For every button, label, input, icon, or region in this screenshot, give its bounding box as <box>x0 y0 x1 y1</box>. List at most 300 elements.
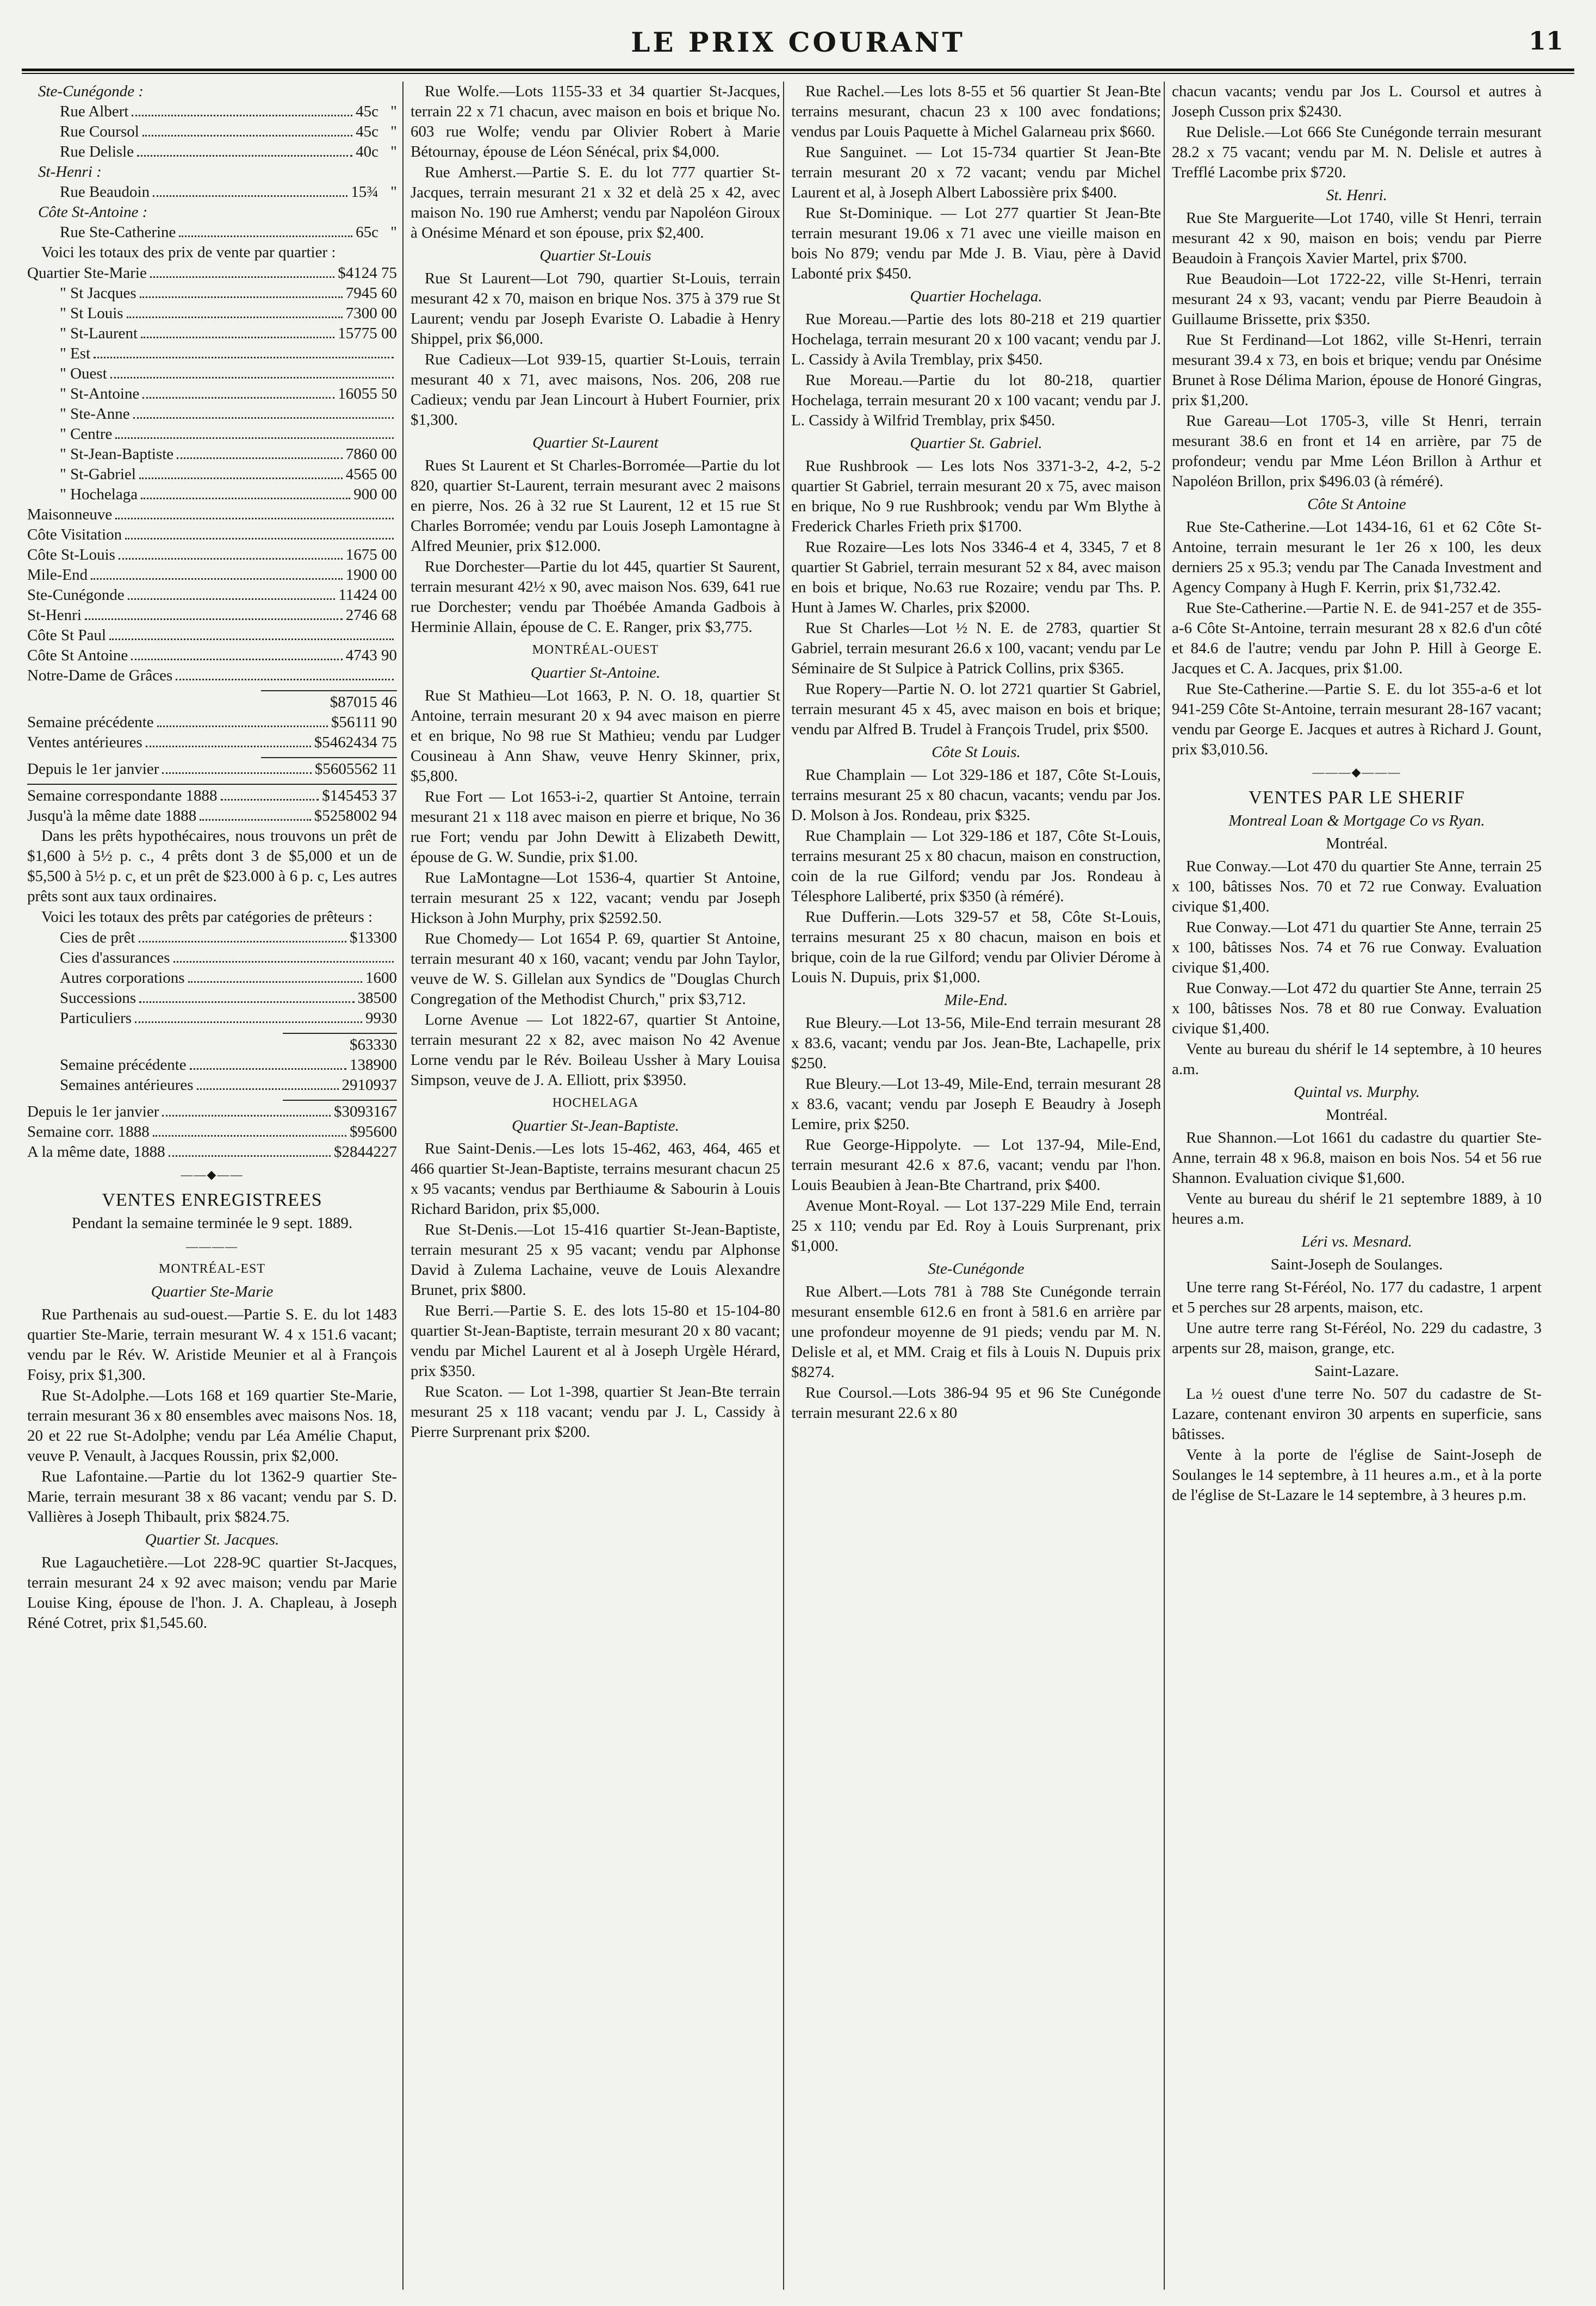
table-row <box>27 625 397 646</box>
table-row <box>27 464 397 485</box>
ornament-rule: ———— <box>186 1239 238 1253</box>
entry-paragraph: Rue Conway.—Lot 472 du quartier Ste Anne, terrain 25 x 100, bâtisses Nos. 78 et 80 rue Conway. Evaluation civique $1,400. <box>1172 980 1542 1037</box>
table-row <box>27 283 397 303</box>
sum-rule <box>27 784 397 785</box>
entries <box>1172 1128 1542 1229</box>
entries <box>411 686 780 1090</box>
row-value: 9930 <box>365 1009 397 1027</box>
entry-paragraph: Rues St Laurent et St Charles-Borromée—Partie du lot 820, quartier St-Laurent, terrain mesurant avec 2 maisons en pierre, Nos. 26 à 32 rue St Laurent, 12 et 15 rue St Charles Borromée; vendu par Louis Joseph Lamontagne à Alfred Meunier, prix $12.000. <box>411 457 780 555</box>
column-2 <box>411 82 780 2290</box>
leader-dots <box>115 437 394 439</box>
entry-paragraph: Rue Delisle.—Lot 666 Ste Cunégonde terrain mesurant 28.2 x 75 vacant; vendu par M. N. Delisle et autres à Trefflé Lacombe prix $720. <box>1172 123 1542 181</box>
row-value: 1900 00 <box>345 566 397 584</box>
totals-sum-row <box>27 692 397 712</box>
row-label: Rue Ste-Catherine <box>60 224 176 241</box>
row-value: $3093167 <box>334 1103 397 1120</box>
entry-paragraph: Rue St Laurent—Lot 790, quartier St-Louis, terrain mesurant 42 x 70, maison en brique Nos. 375 à 379 rue St Laurent; vendu par Joseph Evariste O. Labadie à Henry Shippel, prix $6,000. <box>411 270 780 348</box>
entry-paragraph: Rue Parthenais au sud-ouest.—Partie S. E. du lot 1483 quartier Ste-Marie, terrain mesurant W. 4 x 151.6 vacant; vendu par le Rév. W. Aristide Meunier et al à François Foisy, prix $1,300. <box>27 1306 397 1384</box>
row-label: Côte St Antoine <box>27 647 128 664</box>
page-number: 11 <box>1528 26 1563 55</box>
row-label: Cies d'assurances <box>60 949 170 966</box>
district-heading: HOCHELAGA <box>552 1096 639 1110</box>
quartier-heading: Quartier St-Laurent <box>532 434 659 451</box>
entry-paragraph: Rue Ste-Catherine.—Partie S. E. du lot 355-a-6 et lot 941-259 Côte St-Antoine, terrain mesurant 28-167 vacant; vendu par George E. Jacques et autres à Richard J. Gount, prix $3,010.56. <box>1172 680 1542 758</box>
entries <box>1172 82 1542 183</box>
case-heading: Quintal vs. Murphy. <box>1294 1083 1420 1101</box>
entry-paragraph: Rue Conway.—Lot 470 du quartier Ste Anne, terrain 25 x 100, bâtisses Nos. 70 et 72 rue Conway. Evaluation civique $1,400. <box>1172 858 1542 915</box>
entry-paragraph: Rue Fort — Lot 1653-i-2, quartier St Antoine, terrain mesurant 21 x 118 avec maison en pierre et brique, No 36 rue Fort; vendu par John Dewitt à Elizabeth Dewitt, épouse de G. W. Sundie, prix $1.00. <box>411 788 780 866</box>
leader-dots <box>110 377 394 379</box>
row-value: 7860 00 <box>345 445 397 463</box>
leader-dots <box>157 726 328 727</box>
table-row <box>27 968 397 988</box>
table-row <box>27 384 397 404</box>
leader-dots <box>91 578 343 580</box>
loans-table <box>27 928 397 1028</box>
table-row <box>27 424 397 444</box>
entry-paragraph: Rue Chomedy— Lot 1654 P. 69, quartier St Antoine, terrain mesurant 40 x 160, vacant; vendu par John Taylor, veuve de W. S. Gillelan aux Syndics de "Douglas Church Congregation of the Methodist Church," prix $3,712. <box>411 930 780 1008</box>
entry-paragraph: Rue LaMontagne—Lot 1536-4, quartier St Antoine, terrain mesurant 25 x 122, vacant; vendu par Joseph Hickson à John Murphy, prix $2592.50. <box>411 869 780 927</box>
row-label: " St Jacques <box>60 284 136 302</box>
entry-paragraph: Rue Rushbrook — Les lots Nos 3371-3-2, 4-2, 5-2 quartier St Gabriel, terrain mesurant 20 x 75, avec maison en brique, No 9 rue Rushbrook; vendu par Wm Blythe à Frederick Charles Frieth prix $1700. <box>791 457 1161 535</box>
entries <box>791 1013 1161 1256</box>
entries <box>411 456 780 637</box>
row-value: 4565 00 <box>345 466 397 483</box>
row-value: 7945 60 <box>345 284 397 302</box>
row-value: 40c <box>356 143 378 160</box>
masthead-rule <box>22 69 1574 71</box>
place-heading: Montréal. <box>1326 1106 1388 1124</box>
entries <box>411 1139 780 1442</box>
leader-dots <box>139 941 346 943</box>
entry-paragraph: Rue Rozaire—Les lots Nos 3346-4 et 4, 3345, 7 et 8 quartier St Gabriel, terrain mesurant 52 x 84, avec maison en bois et brique, No.63 rue Rozaire; vendu par Ths. P. Hunt à James W. Charles, prix $2000. <box>791 538 1161 616</box>
quartier-heading: Mile-End. <box>944 991 1008 1009</box>
loans-after <box>27 1055 397 1095</box>
leader-dots <box>128 598 336 600</box>
entries <box>1172 1384 1542 1505</box>
leader-dots <box>142 397 334 399</box>
table-row <box>27 1075 397 1095</box>
entry-paragraph: Rue Rachel.—Les lots 8-55 et 56 quartier St Jean-Bte terrains mesurant, chacun 23 x 100 avec fondations; vendus par Louis Paquette à Michel Galarneau prix $660. <box>791 83 1161 140</box>
row-label: Particuliers <box>60 1009 132 1027</box>
leader-dots <box>179 235 352 237</box>
row-value: 2746 68 <box>345 606 397 624</box>
ornament-rule: ——◆—— <box>181 1168 244 1181</box>
row-value: 38500 <box>357 989 397 1007</box>
table-row <box>27 806 397 826</box>
table-row <box>27 565 397 585</box>
loans-text: Dans les prêts hypothécaires, nous trouvons un prêt de $1,600 à 5½ p. c., 4 prêts dont 3 de $5,000 et un de $5,500 à 5½ p. c, et un prêt de $23.000 à 6 p. c, Les autres prêts sont aux taux ordinaires. <box>27 827 397 905</box>
row-value: $5258002 94 <box>314 807 397 825</box>
row-unit: " <box>390 183 397 201</box>
entry-paragraph: Rue St-Adolphe.—Lots 168 et 169 quartier Ste-Marie, terrain mesurant 36 x 80 ensembles avec maisons Nos. 18, 20 et 22 rue St-Adolphe; vendu par Léa Amélie Chaput, veuve P. Venault, à Jacques Roussin, prix $2,000. <box>27 1387 397 1465</box>
entry-paragraph: Rue Conway.—Lot 471 du quartier Ste Anne, terrain 25 x 100, bâtisses Nos. 74 et 76 rue Conway. Evaluation civique $1,400. <box>1172 919 1542 976</box>
entry-paragraph: Rue Beaudoin—Lot 1722-22, ville St-Henri, terrain mesurant 24 x 93, vacant; vendu par Pierre Beaudoin à Guillaume Brissette, prix $350. <box>1172 270 1542 328</box>
entry-paragraph: La ½ ouest d'une terre No. 507 du cadastre de St-Lazare, contenant environ 30 arpents en superficie, sans bâtisses. <box>1172 1385 1542 1443</box>
ventes-subtitle: Pendant la semaine terminée le 9 sept. 1889. <box>71 1214 353 1232</box>
row-unit: " <box>390 224 397 241</box>
ornament-rule: ———◆——— <box>1312 765 1401 779</box>
entry-paragraph: Rue St-Dominique. — Lot 277 quartier St Jean-Bte terrain mesurant 19.06 x 71 avec une vieille maison en bois No 879; vendu par Mde J. B. Viau, père à David Labonté prix $450. <box>791 204 1161 282</box>
entry-paragraph: Rue Moreau.—Partie du lot 80-218, quartier Hochelaga, terrain mesurant 20 x 100 vacant; vendu par J. L. Cassidy à Wilfrid Tremblay, prix $450. <box>791 371 1161 429</box>
entry-paragraph: Rue Lagauchetière.—Lot 228-9C quartier St-Jacques, terrain mesurant 24 x 92 avec maison; vendu par Marie Louise King, épouse de l'hon. J. A. Chapleau, à Joseph Réné Cotret, prix $1,545.60. <box>27 1554 397 1632</box>
district-heading: MONTRÉAL-OUEST <box>532 643 659 657</box>
leader-dots <box>140 296 343 298</box>
entries <box>791 82 1161 284</box>
column-1 <box>27 82 397 2290</box>
entry-paragraph: Avenue Mont-Royal. — Lot 137-229 Mile End, terrain 25 x 110; vendu par Ed. Roy à Louis Surprenant, prix $1,000. <box>791 1197 1161 1255</box>
sherif-title: VENTES PAR LE SHERIF <box>1249 788 1465 808</box>
sum-rule <box>261 690 397 691</box>
entry-paragraph: Rue St Mathieu—Lot 1663, P. N. O. 18, quartier St Antoine, terrain mesurant 20 x 94 avec maison en pierre et en brique, No 98 rue St Mathieu; vendu par Ludger Cousineau à Ann Shaw, veuve Henry Skinner, prix, $5,800. <box>411 687 780 785</box>
row-value: $95600 <box>350 1123 397 1140</box>
entries <box>791 309 1161 431</box>
entry-paragraph: Une terre rang St-Féréol, No. 177 du cadastre, 1 arpent et 5 perches sur 28 arpents, maison, etc. <box>1172 1279 1542 1316</box>
row-label: " St-Laurent <box>60 325 138 342</box>
entries <box>411 269 780 430</box>
table-row <box>27 102 397 122</box>
entry-paragraph: Rue Bleury.—Lot 13-56, Mile-End terrain mesurant 28 x 83.6, vacant; vendu par Jos. Jean-Bte, Lachapelle, prix $250. <box>791 1014 1161 1072</box>
row-value: 900 00 <box>353 486 397 503</box>
entry-paragraph: Vente au bureau du shérif le 14 septembre, à 10 heures a.m. <box>1172 1040 1542 1078</box>
entry-paragraph: Rue Ste-Catherine.—Lot 1434-16, 61 et 62 Côte St-Antoine, terrain mesurant le 1er 26 x 100, les deux derniers 25 x 95.3; vendu par The Canada Investment and Agency Company à Hugh F. Kerrin, prix $1,732.42. <box>1172 518 1542 596</box>
row-label: Semaine précédente <box>60 1056 187 1074</box>
entry-paragraph: Rue Berri.—Partie S. E. des lots 15-80 et 15-104-80 quartier St-Jean-Baptiste, terrain mesurant 20 x 80 vacant; vendu par Michel Laurent et al à Joseph Urgèle Hérard, prix $350. <box>411 1302 780 1380</box>
row-value: 65c <box>356 224 378 241</box>
totals-sum: $87015 46 <box>330 693 397 711</box>
row-value: $2844227 <box>334 1143 397 1161</box>
row-value: $13300 <box>350 929 397 946</box>
place-heading: Montréal. <box>1326 835 1388 852</box>
place-heading: Saint-Lazare. <box>1314 1362 1399 1380</box>
price-list <box>27 102 397 162</box>
leader-dots <box>141 337 334 338</box>
entry-paragraph: Rue Wolfe.—Lots 1155-33 et 34 quartier St-Jacques, terrain 22 x 71 chacun, avec maison en bois et brique No. 603 rue Wolfe; vendu par Olivier Robert à Marie Bétournay, épouse de Léon Sénécal, prix $4,000. <box>411 83 780 160</box>
leader-dots <box>146 746 311 747</box>
row-value: 7300 00 <box>345 305 397 322</box>
row-label: Rue Beaudoin <box>60 183 150 201</box>
entry-paragraph: Rue George-Hippolyte. — Lot 137-94, Mile-End, terrain mesurant 42.6 x 87.6, vacant; vendu par l'hon. Louis Beaubien à Jean-Bte Chartrand, prix $400. <box>791 1136 1161 1194</box>
sum-rule <box>283 1033 397 1034</box>
leader-dots <box>197 1088 339 1090</box>
row-label: A la même date, 1888 <box>27 1143 165 1161</box>
entry-paragraph: Rue Ste Marguerite—Lot 1740, ville St Henri, terrain mesurant 42 x 90, maison en bois; vendu par Pierre Beaudoin à François Xavier Martel, prix $700. <box>1172 209 1542 267</box>
quartier-heading: Quartier St. Jacques. <box>145 1531 280 1548</box>
quartier-heading: Quartier Hochelaga. <box>910 288 1042 305</box>
row-label: Rue Coursol <box>60 123 139 140</box>
table-row <box>27 263 397 283</box>
row-value: 45c <box>356 123 378 140</box>
leader-dots <box>135 1021 362 1023</box>
table-row <box>27 404 397 424</box>
entry-paragraph: Rue Dufferin.—Lots 329-57 et 58, Côte St-Louis, terrains mesurant 25 x 80 chacun, maison en bois et brique, coin de la rue Gilford; vendu par Olivier Dérome à Louis N. Dupuis, prix $1,000. <box>791 908 1161 986</box>
table-row <box>27 666 397 686</box>
row-label: Ste-Cunégonde <box>27 586 125 604</box>
row-label: " Ouest <box>60 365 107 382</box>
leader-dots <box>188 981 362 983</box>
entries <box>411 82 780 243</box>
row-label: Cies de prêt <box>60 929 135 946</box>
row-value: 138900 <box>350 1056 397 1074</box>
quartier-heading: Quartier Ste-Marie <box>151 1283 274 1300</box>
entry-paragraph: Rue Ropery—Partie N. O. lot 2721 quartier St Gabriel, terrain mesurant 45 x 45, avec maison en bois et brique; vendu par Alfred B. Trudel à François Trudel, prix $500. <box>791 680 1161 738</box>
row-label: Semaine précédente <box>27 714 154 731</box>
quartier-heading: Côte St Antoine <box>1307 495 1406 513</box>
compare-table <box>27 786 397 826</box>
quartier-heading: Quartier St-Jean-Baptiste. <box>512 1117 679 1135</box>
quartier-heading: Ste-Cunégonde <box>928 1260 1024 1278</box>
row-label: Notre-Dame de Grâces <box>27 667 173 684</box>
since-jan-label: Depuis le 1er janvier <box>27 760 159 778</box>
leader-dots <box>190 1068 346 1070</box>
row-label: Côte Visitation <box>27 526 122 543</box>
leader-dots <box>221 799 319 801</box>
entry-paragraph: Rue Gareau—Lot 1705-3, ville St Henri, terrain mesurant 38.6 en front et 14 en arrière, par 75 de profondeur; vendu par Mme Léon Brillon à Arthur et Napoléon Brillon, prix $496.03 (à réméré). <box>1172 412 1542 490</box>
price-section-heading: St-Henri : <box>38 163 102 181</box>
totals-table <box>27 263 397 686</box>
quartier-heading: St. Henri. <box>1326 187 1387 204</box>
row-unit: " <box>390 123 397 140</box>
row-label: Rue Albert <box>60 103 129 120</box>
leader-dots <box>142 135 352 137</box>
row-label: Semaine corr. 1888 <box>27 1123 150 1140</box>
leader-dots <box>137 155 352 157</box>
loans-intro: Voici les totaux des prêts par catégories de prêteurs : <box>41 908 373 926</box>
row-value: 4743 90 <box>345 647 397 664</box>
entry-paragraph: Rue Moreau.—Partie des lots 80-218 et 219 quartier Hochelaga, terrain mesurant 20 x 100 vacant; vendu par J. L. Cassidy à Avila Tremblay, prix $450. <box>791 311 1161 368</box>
leader-dots <box>127 317 343 318</box>
row-value: 1600 <box>365 969 397 987</box>
entry-paragraph: Vente au bureau du shérif le 21 septembre 1889, à 10 heures a.m. <box>1172 1190 1542 1228</box>
row-value: 11424 00 <box>338 586 397 604</box>
entry-paragraph: Rue St-Denis.—Lot 15-416 quartier St-Jean-Baptiste, terrain mesurant 25 x 95 vacant; vendu par Alphonse David à Zulema Lachaine, veuve de Louis Alexandre Brunet, prix $800. <box>411 1221 780 1299</box>
entry-paragraph: Rue Albert.—Lots 781 à 788 Ste Cunégonde terrain mesurant ensemble 612.6 en front à 581.6 en arrière par une profondeur moyenne de 91 pieds; vendu par M. N. Delisle et al, et MM. Craig et fils à Louis N. Dupuis prix $8274. <box>791 1283 1161 1381</box>
entry-paragraph: Rue Scaton. — Lot 1-398, quartier St Jean-Bte terrain mesurant 25 x 118 vacant; vendu par J. L, Cassidy à Pierre Surprenant prix $200. <box>411 1383 780 1441</box>
row-value: $5462434 75 <box>314 734 397 751</box>
row-label: " Hochelaga <box>60 486 138 503</box>
quartier-heading: Quartier St-Louis <box>539 247 651 264</box>
row-label: Côte St Paul <box>27 627 107 644</box>
entry-paragraph: Rue Champlain — Lot 329-186 et 187, Côte St-Louis, terrains mesurant 25 x 80 chacun, maison en construction, coin de la rue Gilford; vendu par Jos. Rondeau à Télesphore Laliberté, prix $350 (à réméré). <box>791 827 1161 905</box>
row-value: 15¾ <box>351 183 378 201</box>
leader-dots <box>173 961 394 963</box>
table-row <box>27 646 397 666</box>
since-jan-value: $5605562 11 <box>314 760 397 778</box>
quartier-heading: Quartier St. Gabriel. <box>910 435 1042 452</box>
leader-dots <box>94 357 394 358</box>
table-row <box>27 605 397 625</box>
masthead-title: LE PRIX COURANT <box>631 26 965 58</box>
table-row <box>27 1008 397 1028</box>
column-3 <box>791 82 1161 2290</box>
entry-paragraph: Rue Bleury.—Lot 13-49, Mile-End, terrain mesurant 28 x 83.6, vacant; vendu par Joseph E Beaudry à Joseph Lemire, prix $250. <box>791 1075 1161 1133</box>
entries <box>27 1553 397 1633</box>
row-value: 45c <box>356 103 378 120</box>
entry-paragraph: Rue Sanguinet. — Lot 15-734 quartier St Jean-Bte terrain mesurant 20 x 72 vacant; vendu par Michel Laurent et al, à Joseph Albert Labossière prix $400. <box>791 144 1161 201</box>
row-label: " St-Gabriel <box>60 466 136 483</box>
row-label: Successions <box>60 989 136 1007</box>
table-row <box>27 364 397 384</box>
entry-paragraph: Rue Dorchester—Partie du lot 445, quartier St Saurent, terrain mesurant 42½ x 90, avec maison Nos. 639, 641 rue rue Dorchester; vendu par Thoébée Amanda Gadbois à Herminie Allain, épouse de C. E. Ranger, prix $3,775. <box>411 558 780 636</box>
entry-paragraph: Rue Lafontaine.—Partie du lot 1362-9 quartier Ste-Marie, terrain mesurant 38 x 86 vacant; vendu par S. D. Vallières à Joseph Thibault, prix $824.75. <box>27 1468 397 1526</box>
table-row <box>27 1122 397 1142</box>
column-4 <box>1172 82 1542 2290</box>
row-value: $56111 90 <box>331 714 397 731</box>
entry-paragraph: Rue St Ferdinand—Lot 1862, ville St-Henri, terrain mesurant 39.4 x 73, en bois et brique; vendu par Onésime Brunet à Rose Délima Marion, épouse de Honoré Gingras, prix $1,200. <box>1172 331 1542 409</box>
entries <box>791 456 1161 740</box>
row-label: St-Henri <box>27 606 82 624</box>
row-label: " St Louis <box>60 305 123 322</box>
leader-dots <box>109 639 394 640</box>
row-label: Depuis le 1er janvier <box>27 1103 159 1120</box>
table-row <box>27 712 397 733</box>
leader-dots <box>131 659 342 660</box>
row-value: $145453 37 <box>322 787 397 804</box>
leader-dots <box>150 276 334 278</box>
row-label: " St-Antoine <box>60 385 140 402</box>
row-label: Jusqu'à la même date 1888 <box>27 807 197 825</box>
case-heading: Léri vs. Mesnard. <box>1301 1233 1412 1250</box>
table-row <box>27 324 397 344</box>
entry-paragraph: Rue Shannon.—Lot 1661 du cadastre du quartier Ste-Anne, terrain 48 x 96.8, maison en bois Nos. 54 et 56 rue Shannon. Evaluation civique $1,600. <box>1172 1129 1542 1187</box>
price-list <box>27 182 397 202</box>
row-value: 15775 00 <box>338 325 397 342</box>
column-rule <box>402 82 403 2290</box>
row-unit: " <box>390 103 397 120</box>
loans-sum-row <box>27 1035 397 1055</box>
price-list <box>27 222 397 243</box>
price-section-heading: Ste-Cunégonde : <box>38 83 144 100</box>
row-value: $4124 75 <box>338 264 397 282</box>
place-heading: Saint-Joseph de Soulanges. <box>1270 1256 1443 1273</box>
entries <box>1172 208 1542 492</box>
row-label: Semaines antérieures <box>60 1076 194 1094</box>
table-row <box>27 182 397 202</box>
table-row <box>27 988 397 1008</box>
totals-after <box>27 712 397 753</box>
ventes-title: VENTES ENREGISTREES <box>102 1190 322 1210</box>
row-value: 2910937 <box>341 1076 397 1094</box>
table-row <box>27 344 397 364</box>
sum-rule <box>261 757 397 758</box>
table-row <box>27 786 397 806</box>
entry-paragraph: Rue Coursol.—Lots 386-94 95 et 96 Ste Cunégonde terrain mesurant 22.6 x 80 <box>791 1384 1161 1422</box>
table-row <box>27 948 397 968</box>
row-label: Mile-End <box>27 566 88 584</box>
row-label: Maisonneuve <box>27 506 113 523</box>
entries <box>27 1305 397 1527</box>
quartier-heading: Quartier St-Antoine. <box>530 664 661 681</box>
leader-dots <box>162 1115 331 1117</box>
entry-paragraph: chacun vacants; vendu par Jos L. Coursol et autres à Joseph Cusson prix $2430. <box>1172 83 1542 120</box>
case-heading: Montreal Loan & Mortgage Co vs Ryan. <box>1228 812 1485 829</box>
leader-dots <box>115 518 394 519</box>
leader-dots <box>169 1155 331 1157</box>
row-label: Semaine correspondante 1888 <box>27 787 218 804</box>
table-row <box>27 485 397 505</box>
row-label: " Est <box>60 345 91 362</box>
entries <box>1172 1278 1542 1359</box>
entries <box>791 1282 1161 1423</box>
district-heading: MONTRÉAL-EST <box>159 1262 265 1276</box>
entry-paragraph: Lorne Avenue — Lot 1822-67, quartier St Antoine, terrain mesurant 22 x 82, avec maison No 42 Avenue Lorne vendu par le Rév. Boileau Ussher à Mary Louisa Simpson, veuve de J. A. Elliott, prix $3950. <box>411 1011 780 1089</box>
entry-paragraph: Rue Ste-Catherine.—Partie N. E. de 941-257 et de 355-a-6 Côte St-Antoine, terrain mesurant 28 x 82.6 d'un côté et 84.6 de l'autre; vendu par John P. Hill à George E. Jacques et C. A. Jacques, prix $1.00. <box>1172 599 1542 677</box>
table-row <box>27 525 397 545</box>
leader-dots <box>119 558 343 560</box>
entry-paragraph: Rue St Charles—Lot ½ N. E. de 2783, quartier St Gabriel, terrain mesurant 26.6 x 100, vacant; vendu par Le Séminaire de St Sulpice à Patrick Collins, prix $365. <box>791 619 1161 677</box>
entries <box>791 765 1161 988</box>
leader-dots <box>141 498 350 499</box>
leader-dots <box>200 819 310 821</box>
row-label: Quartier Ste-Marie <box>27 264 147 282</box>
masthead-rule-thin <box>22 73 1574 74</box>
loans-since <box>27 1102 397 1162</box>
table-row <box>27 142 397 162</box>
table-row <box>27 122 397 142</box>
row-value: 16055 50 <box>338 385 397 402</box>
entry-paragraph: Rue Champlain — Lot 329-186 et 187, Côte St-Louis, terrains mesurant 25 x 80 chacun, vacants; vendu par Jos. D. Molson à Jos. Rondeau, prix $325. <box>791 766 1161 824</box>
row-label: Autres corporations <box>60 969 185 987</box>
table-row <box>27 1055 397 1075</box>
leader-dots <box>125 538 394 540</box>
row-label: " St-Jean-Baptiste <box>60 445 174 463</box>
masthead <box>22 16 1574 65</box>
table-row <box>27 505 397 525</box>
leader-dots <box>153 1135 346 1137</box>
quartier-heading: Côte St Louis. <box>931 743 1021 761</box>
leader-dots <box>85 618 343 620</box>
entry-paragraph: Vente à la porte de l'église de Saint-Joseph de Soulanges le 14 septembre, à 11 heures a.m., et à la porte de l'église de St-Lazare le 14 septembre, à 3 heures p.m. <box>1172 1446 1542 1504</box>
entry-paragraph: Une autre terre rang St-Féréol, No. 229 du cadastre, 3 arpents sur 28, maison, grange, etc. <box>1172 1319 1542 1357</box>
leader-dots <box>153 195 347 197</box>
table-row <box>27 585 397 605</box>
row-unit: " <box>390 143 397 160</box>
row-label: Ventes antérieures <box>27 734 142 751</box>
totals-intro: Voici les totaux des prix de vente par quartier : <box>41 244 336 261</box>
table-row <box>27 733 397 753</box>
table-row <box>27 1102 397 1122</box>
entries <box>1172 517 1542 760</box>
entry-paragraph: Rue Cadieux—Lot 939-15, quartier St-Louis, terrain mesurant 40 x 71, avec maisons, Nos. 206, 208 rue Cadieux; vendu par Jean Lincourt à Hubert Fournier, prix $1,300. <box>411 351 780 429</box>
row-label: " Centre <box>60 425 113 443</box>
leader-dots <box>139 1001 354 1003</box>
leader-dots <box>132 115 352 116</box>
price-section-heading: Côte St-Antoine : <box>38 203 148 221</box>
leader-dots <box>176 679 394 680</box>
table-row <box>27 222 397 243</box>
loans-sum: $63330 <box>350 1036 397 1053</box>
table-row <box>27 545 397 565</box>
table-row <box>27 928 397 948</box>
column-rule <box>1164 82 1165 2290</box>
column-rule <box>783 82 784 2290</box>
row-label: Rue Delisle <box>60 143 134 160</box>
entry-paragraph: Rue Amherst.—Partie S. E. du lot 777 quartier St-Jacques, terrain mesurant 21 x 32 et delà 25 x 42, avec maison No. 190 rue Amherst; vendu par Napoléon Giroux à Onésime Ménard et son épouse, prix $2,400. <box>411 164 780 241</box>
leader-dots <box>133 417 394 419</box>
table-row <box>27 1142 397 1162</box>
row-label: " Ste-Anne <box>60 405 130 423</box>
entry-paragraph: Rue Saint-Denis.—Les lots 15-462, 463, 464, 465 et 466 quartier St-Jean-Baptiste, terrains mesurant chacun 25 x 95 vacants; vendus par Berthiaume & Sabourin à Louis Richard Baridon, prix $5,000. <box>411 1140 780 1218</box>
entries <box>1172 857 1542 1080</box>
leader-dots <box>139 478 343 479</box>
table-row <box>27 444 397 464</box>
leader-dots <box>177 457 343 459</box>
sum-rule <box>283 1100 397 1101</box>
since-jan-row <box>27 759 397 779</box>
row-value: 1675 00 <box>345 546 397 563</box>
row-label: Côte St-Louis <box>27 546 115 563</box>
table-row <box>27 303 397 324</box>
